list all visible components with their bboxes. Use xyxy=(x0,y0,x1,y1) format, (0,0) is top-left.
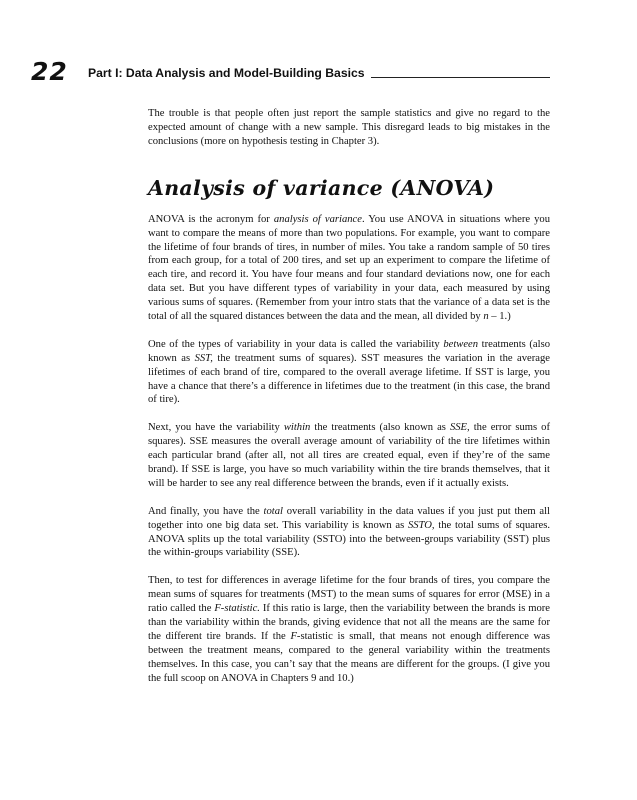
f-statistic-paragraph xyxy=(148,574,550,685)
text-run: the total sums of squares. ANOVA splits up the total variability (SSTO) into the between-groups variability (SST) plus the within-groups variability (SSE). xyxy=(148,519,550,559)
intro-paragraph: The trouble is that people often just report the sample statistics and give no regard to the expected amount of change with a new sample. This disregard leads to big mistakes in the conclusions (more on hypothesis testing in Chapter 3). xyxy=(148,108,550,147)
emphasis: n xyxy=(483,311,489,323)
emphasis: F xyxy=(290,630,297,642)
running-head: Part I: Data Analysis and Model-Building Basics xyxy=(88,66,365,80)
text-run: And finally, you have the xyxy=(148,505,264,517)
text-run: treatments (also known as xyxy=(148,338,550,364)
page-header xyxy=(28,57,552,87)
page-number: 22 xyxy=(31,57,68,86)
text-run: the treatments (also known as xyxy=(310,422,450,434)
emphasis: between xyxy=(443,338,479,350)
body-text xyxy=(148,107,550,699)
emphasis: within xyxy=(283,422,311,434)
text-run: the error sums of squares). SSE measures the overall average amount of variability of the tire lifetimes within each particular brand (after all, not all tires are created equal, even if they’re of the same brand). If SSE is large, you have so much variability within the tire brands themselves, that it will be harder to see any real difference between the brands, even if it actually exists. xyxy=(148,422,550,489)
text-run: -statistic is small, that means not enough difference was between the treatment means, compared to the general variability within the treatments themselves. In this case, you can’t say that the means are different for the groups. (I give you the full scoop on ANOVA in Chapters 9 and 10.) xyxy=(148,630,550,684)
text-run: Next, you have the variability xyxy=(148,422,284,434)
text-run: . You use ANOVA in situations where you want to compare the means of more than two populations. For example, you want to compare the lifetime of four brands of tires, in number of miles. You take a random sample of 50 tires from each group, for a total of 200 tires, and set up an experiment to compare the lifetime of each tire, and record it. You have four means and four standard deviations now, one for each data set. But you have different types of variability in your data, each measured by using various sums of squares. (Remember from your intro stats that the variance of a data set is the total of all the squared distances between the data and the mean, all divided by xyxy=(148,213,551,323)
section-heading: Analysis of variance (ANOVA) xyxy=(148,175,495,200)
emphasis: analysis of variance xyxy=(273,213,362,225)
between-treatments-paragraph xyxy=(148,338,550,408)
emphasis: SSTO, xyxy=(407,519,435,531)
text-run: Then, to test for differences in average lifetime for the four brands of tires, you compare the mean sums of squares for treatments (MST) to the mean sums of squares for error (MSE) in a ratio called the xyxy=(148,575,550,615)
header-rule xyxy=(371,77,550,78)
total-variability-paragraph xyxy=(148,505,550,561)
text-run: ANOVA is the acronym for xyxy=(148,213,274,225)
emphasis: SSE, xyxy=(449,422,470,434)
within-treatments-paragraph xyxy=(148,421,550,491)
text-run: One of the types of variability in your data is called the variability xyxy=(148,338,444,350)
emphasis: F-statistic. xyxy=(214,603,260,615)
emphasis: total xyxy=(263,505,283,517)
text-run: If this ratio is large, then the variability between the brands is more than the variability within the brands, giving evidence that not all the means are the same for the different tire brands. If the xyxy=(148,603,551,642)
emphasis: SST, xyxy=(194,352,213,364)
text-run: – 1.) xyxy=(488,311,511,323)
text-run: the treatment sums of squares). SST measures the variation in the average lifetimes of each brand of tire, compared to the overall average lifetime. If SST is large, you have a chance that there’s a difference in lifetimes due to the treatment (in this case, the brand of tire). xyxy=(148,352,550,406)
anova-definition-paragraph xyxy=(148,213,550,324)
text-run: overall variability in the data values if you just put them all together into one big data set. This variability is known as xyxy=(148,505,550,531)
